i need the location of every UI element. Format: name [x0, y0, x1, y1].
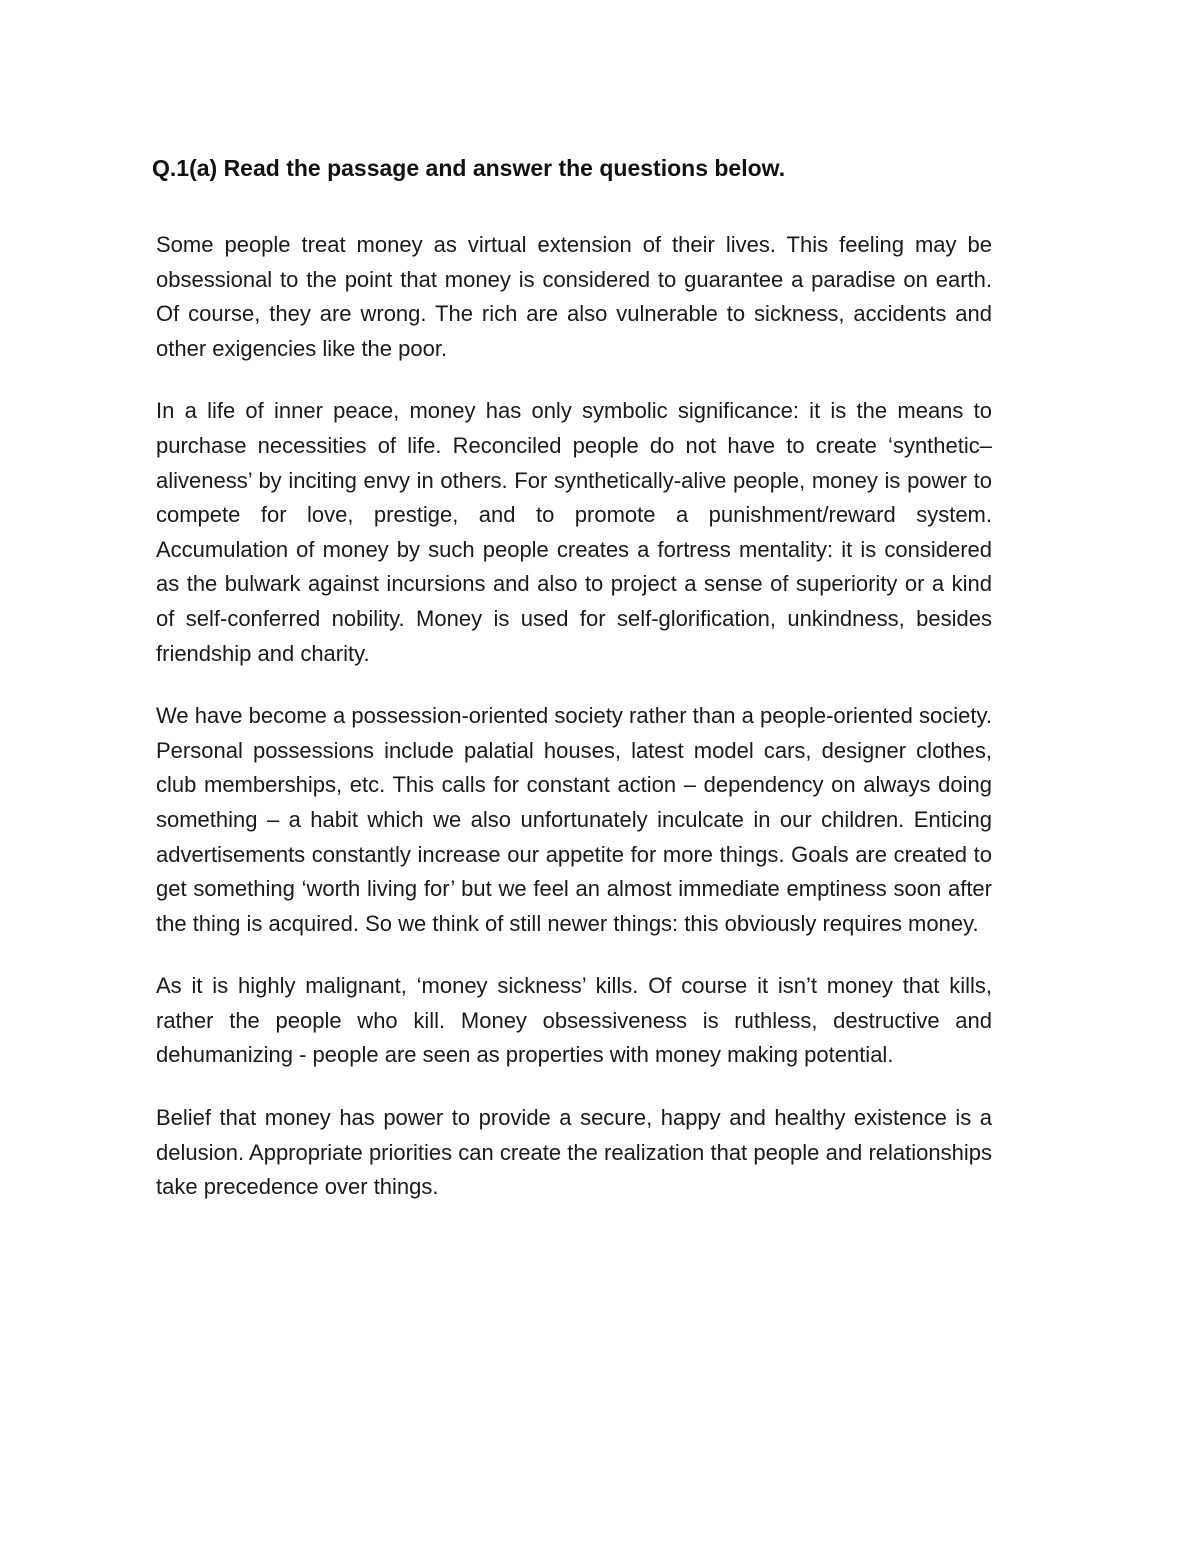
passage-paragraph-2: In a life of inner peace, money has only symbolic significance: it is the means to purchase necessities of life. Reconciled people do not have to create ‘synthetic–aliveness’ by inciting envy in others. For synthetically-alive people, money is power to compete for love, prestige, and to promote a punishment/reward system. Accumulation of money by such people creates a fortress mentality: it is considered as the bulwark against incursions and also to project a sense of superiority or a kind of self-conferred nobility. Money is used for self-glorification, unkindness, besides friendship and charity. [156, 398, 992, 666]
passage-paragraph-3: We have become a possession-oriented society rather than a people-oriented society. Personal possessions include palatial houses, latest model cars, designer clothes, club memberships, etc. This calls for constant action – dependency on always doing something – a habit which we also unfortunately inculcate in our children. Enticing advertisements constantly increase our appetite for more things. Goals are created to get something ‘worth living for’ but we feel an almost immediate emptiness soon after the thing is acquired. So we think of still newer things: this obviously requires money. [156, 703, 992, 936]
passage-paragraph-5: Belief that money has power to provide a secure, happy and healthy existence is a delusion. Appropriate priorities can create the realization that people and relationships take precedence over things. [156, 1105, 992, 1200]
passage [156, 228, 992, 1233]
passage-paragraph-4: As it is highly malignant, ‘money sickness’ kills. Of course it isn’t money that kills, rather the people who kill. Money obsessiveness is ruthless, destructive and dehumanizing - people are seen as properties with money making potential. [156, 973, 992, 1068]
question-heading: Q.1(a) Read the passage and answer the questions below. [152, 155, 786, 181]
passage-paragraph-1: Some people treat money as virtual extension of their lives. This feeling may be obsessional to the point that money is considered to guarantee a paradise on earth. Of course, they are wrong. The rich are also vulnerable to sickness, accidents and other exigencies like the poor. [156, 232, 992, 361]
